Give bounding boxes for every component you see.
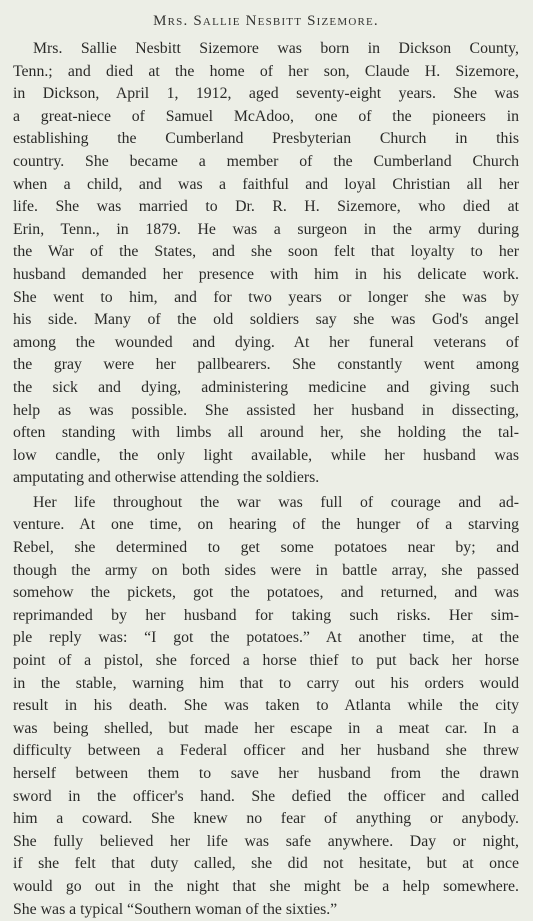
- text-line: amputating and otherwise attending the soldiers.: [13, 469, 320, 487]
- text-line: reprimanded by her husband for taking such risks. Her sim-: [13, 606, 519, 624]
- text-line: though the army on both sides were in battle array, she passed: [13, 561, 519, 579]
- paragraph: [13, 38, 519, 490]
- text-line: Her life throughout the war was full of courage and ad-: [33, 493, 519, 511]
- text-line: difficulty between a Federal officer and her husband she threw: [13, 742, 519, 760]
- text-line: in Dickson, April 1, 1912, aged seventy-eight years. She was: [13, 85, 519, 103]
- text-line: sword in the officer's hand. She defied the officer and called: [13, 787, 519, 805]
- paragraph: [13, 492, 519, 921]
- text-line: help as was possible. She assisted her husband in dissecting,: [13, 401, 519, 419]
- text-line: his side. Many of the old soldiers say she was God's angel: [13, 311, 519, 329]
- text-line: ple reply was: “I got the potatoes.” At another time, at the: [13, 629, 519, 647]
- text-line: She went to him, and for two years or longer she was by: [13, 288, 519, 306]
- text-line: often standing with limbs all around her, she holding the tal-: [13, 424, 519, 442]
- text-line: Erin, Tenn., in 1879. He was a surgeon in the army during: [13, 220, 519, 238]
- text-line: the War of the States, and she soon felt that loyalty to her: [13, 243, 519, 261]
- text-line: point of a pistol, she forced a horse thief to put back her horse: [13, 652, 519, 670]
- text-line: somehow the pickets, got the potatoes, and returned, and was: [13, 584, 519, 602]
- text-line: She fully believed her life was safe anywhere. Day or night,: [13, 832, 519, 850]
- text-line: result in his death. She was taken to Atlanta while the city: [13, 697, 519, 715]
- text-line: would go out in the night that she might be a help somewhere.: [13, 877, 519, 895]
- text-line: among the wounded and dying. At her funeral veterans of: [13, 333, 519, 351]
- text-line: Mrs. Sallie Nesbitt Sizemore was born in Dickson County,: [33, 40, 519, 57]
- text-line: in the stable, warning him that to carry out his orders would: [13, 674, 519, 692]
- text-line: the gray were her pallbearers. She constantly went among: [13, 356, 519, 374]
- text-line: when a child, and was a faithful and loyal Christian all her: [13, 175, 519, 193]
- text-line: country. She became a member of the Cumberland Church: [13, 152, 519, 170]
- text-line: was being shelled, but made her escape in a meat car. In a: [13, 719, 519, 737]
- text-line: Rebel, she determined to get some potatoes near by; and: [13, 539, 519, 557]
- text-line: herself between them to save her husband from the drawn: [13, 765, 519, 782]
- text-line: She was a typical “Southern woman of the sixties.”: [13, 900, 338, 918]
- text-line: a great-niece of Samuel McAdoo, one of the pioneers in: [13, 107, 519, 125]
- text-line: establishing the Cumberland Presbyterian Church in this: [13, 130, 519, 148]
- page-title: Mrs. Sallie Nesbitt Sizemore.: [153, 13, 379, 29]
- text-line: life. She was married to Dr. R. H. Sizemore, who died at: [13, 198, 519, 216]
- text-line: husband demanded her presence with him in his delicate work.: [13, 265, 519, 283]
- text-line: venture. At one time, on hearing of the hunger of a starving: [13, 516, 519, 534]
- text-line: if she felt that duty called, she did not hesitate, but at once: [13, 855, 519, 873]
- text-line: Tenn.; and died at the home of her son, Claude H. Sizemore,: [13, 62, 519, 80]
- text-line: him a coward. She knew no fear of anything or anybody.: [13, 810, 519, 828]
- body-text: [13, 38, 519, 921]
- text-line: the sick and dying, administering medicine and giving such: [13, 378, 519, 396]
- text-line: low candle, the only light available, while her husband was: [13, 446, 519, 464]
